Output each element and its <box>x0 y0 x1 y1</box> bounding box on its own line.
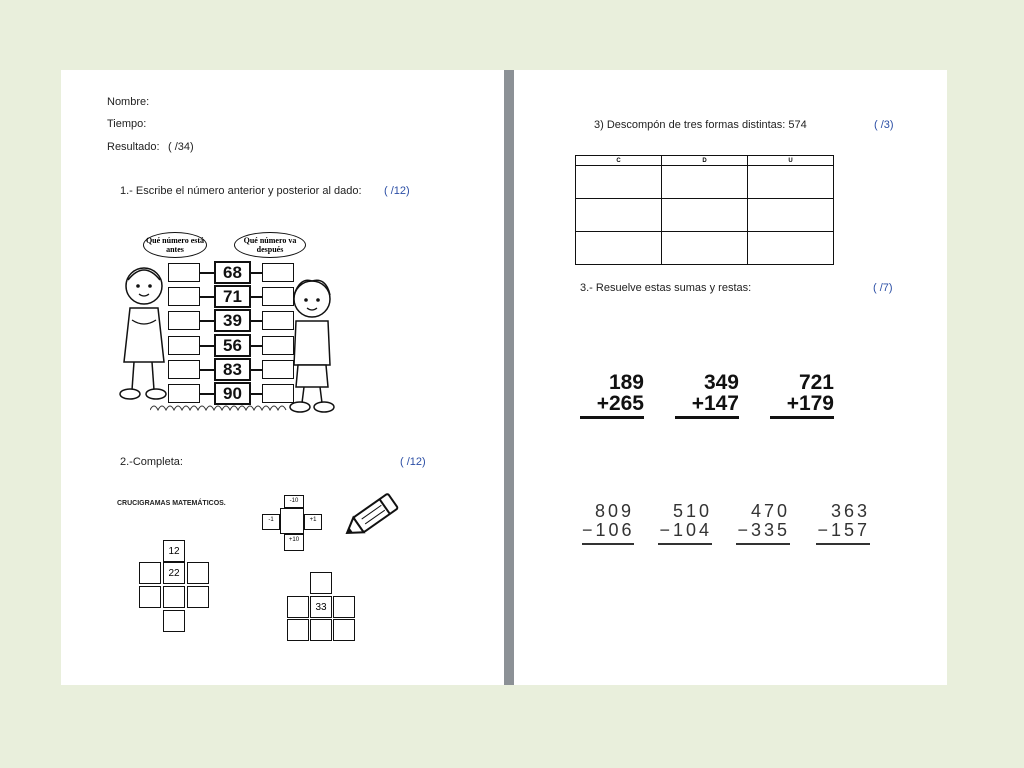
tiempo-label: Tiempo: <box>107 118 147 130</box>
speech-bubble-right: Qué número va después <box>234 232 306 258</box>
question-3b-text: 3.- Resuelve estas sumas y restas: <box>580 282 752 294</box>
cross-cell-left: -1 <box>262 514 280 530</box>
connector-line <box>249 369 263 371</box>
table-cell[interactable] <box>662 166 748 199</box>
given-number: 71 <box>214 285 251 308</box>
answer-blank-before[interactable] <box>168 360 200 379</box>
page-divider <box>504 70 514 685</box>
crossword-title: CRUCIGRAMAS MATEMÁTICOS. <box>117 500 226 507</box>
crossword-cell[interactable]: 33 <box>310 596 332 618</box>
table-cell[interactable] <box>576 166 662 199</box>
answer-blank-before[interactable] <box>168 336 200 355</box>
subtrahend: −335 <box>737 520 790 540</box>
connector-line <box>249 345 263 347</box>
addend-top: 189 <box>608 371 644 394</box>
table-cell[interactable] <box>576 232 662 265</box>
result-line <box>658 543 712 545</box>
crossword-cell[interactable] <box>139 562 161 584</box>
given-number: 83 <box>214 358 251 381</box>
question-3a-score: ( /3) <box>874 119 894 131</box>
crossword-cell[interactable] <box>163 610 185 632</box>
crossword-cell[interactable] <box>333 619 355 641</box>
subtraction-problem <box>658 502 712 545</box>
place-value-table <box>575 155 834 265</box>
crossword-cell[interactable] <box>139 586 161 608</box>
crossword-cell[interactable]: 12 <box>163 540 185 562</box>
connector-line <box>249 393 263 395</box>
crossword-cell[interactable] <box>187 562 209 584</box>
table-cell[interactable] <box>662 199 748 232</box>
table-header-d: D <box>662 156 748 166</box>
addend-bottom: +147 <box>691 392 739 415</box>
pencil-icon <box>340 490 406 542</box>
crossword-cell[interactable] <box>187 586 209 608</box>
nombre-label: Nombre: <box>107 96 150 108</box>
crossword-cell[interactable] <box>287 596 309 618</box>
connector-line <box>249 296 263 298</box>
connector-line <box>200 393 214 395</box>
question-2-text: 2.-Completa: <box>120 456 183 468</box>
answer-blank-before[interactable] <box>168 311 200 330</box>
grass-drawing <box>150 400 290 414</box>
connector-line <box>249 320 263 322</box>
question-1-text: 1.- Escribe el número anterior y posterior al dado: <box>120 185 362 197</box>
crossword-cell[interactable] <box>333 596 355 618</box>
given-number: 90 <box>214 382 251 405</box>
connector-line <box>249 272 263 274</box>
crossword-cell[interactable] <box>310 572 332 594</box>
given-number: 39 <box>214 309 251 332</box>
speech-bubble-left: Qué número está antes <box>143 232 207 258</box>
answer-blank-after[interactable] <box>262 311 294 330</box>
subtraction-problem <box>736 502 790 545</box>
answer-blank-after[interactable] <box>262 336 294 355</box>
cross-cell-bottom: +10 <box>284 534 304 551</box>
cross-cell-center <box>280 508 304 534</box>
subtraction-problem <box>816 502 870 545</box>
minuend: 363 <box>830 501 870 521</box>
result-line <box>816 543 870 545</box>
addend-top: 349 <box>703 371 739 394</box>
crossword-cell[interactable] <box>310 619 332 641</box>
addition-problem <box>770 372 834 419</box>
sum-line <box>770 416 834 419</box>
subtraction-problem <box>582 502 634 545</box>
given-number: 68 <box>214 261 251 284</box>
result-line <box>582 543 634 545</box>
sum-line <box>580 416 644 419</box>
question-3b-score: ( /7) <box>873 282 893 294</box>
connector-line <box>200 345 214 347</box>
subtrahend: −106 <box>582 520 635 540</box>
cross-cell-top: -10 <box>284 495 304 508</box>
addend-top: 721 <box>798 371 834 394</box>
table-header-c: C <box>576 156 662 166</box>
table-cell[interactable] <box>748 166 834 199</box>
connector-line <box>200 320 214 322</box>
minuend: 809 <box>594 501 634 521</box>
minuend: 470 <box>750 501 790 521</box>
answer-blank-after[interactable] <box>262 287 294 306</box>
connector-line <box>200 369 214 371</box>
table-cell[interactable] <box>662 232 748 265</box>
table-cell[interactable] <box>748 232 834 265</box>
answer-blank-before[interactable] <box>168 287 200 306</box>
question-1-score: ( /12) <box>384 185 410 197</box>
subtrahend: −104 <box>659 520 712 540</box>
question-2-score: ( /12) <box>400 456 426 468</box>
child-girl-drawing <box>118 262 170 410</box>
crossword-cell[interactable]: 22 <box>163 562 185 584</box>
question-3a-text: 3) Descompón de tres formas distintas: 574 <box>594 119 807 131</box>
table-cell[interactable] <box>576 199 662 232</box>
given-number: 56 <box>214 334 251 357</box>
addition-problem <box>580 372 644 419</box>
table-header-u: U <box>748 156 834 166</box>
addend-bottom: +265 <box>596 392 644 415</box>
resultado-label: Resultado: <box>107 141 160 153</box>
crossword-cell[interactable] <box>163 586 185 608</box>
resultado-score: ( /34) <box>168 141 194 153</box>
answer-blank-after[interactable] <box>262 263 294 282</box>
connector-line <box>200 296 214 298</box>
addend-bottom: +179 <box>786 392 834 415</box>
minuend: 510 <box>672 501 712 521</box>
answer-blank-before[interactable] <box>168 263 200 282</box>
answer-blank-after[interactable] <box>262 360 294 379</box>
table-cell[interactable] <box>748 199 834 232</box>
crossword-cell[interactable] <box>287 619 309 641</box>
subtrahend: −157 <box>817 520 870 540</box>
sum-line <box>675 416 739 419</box>
cross-cell-right: +1 <box>304 514 322 530</box>
result-line <box>736 543 790 545</box>
connector-line <box>200 272 214 274</box>
addition-problem <box>675 372 739 419</box>
